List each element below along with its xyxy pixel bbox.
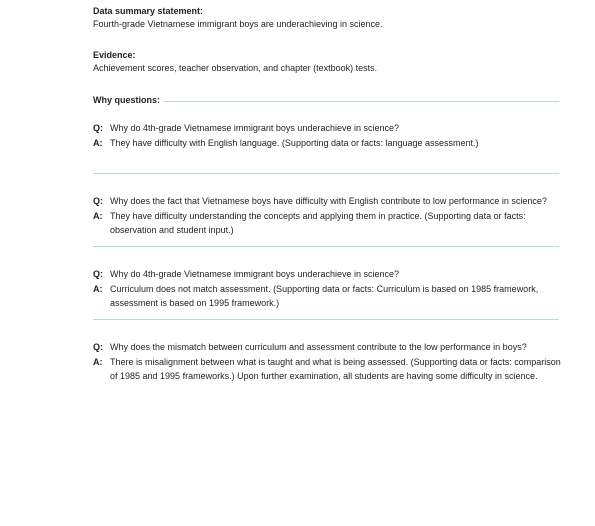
data-summary-text: Fourth-grade Vietnamese immigrant boys are underachieving in science. <box>93 19 383 29</box>
qa-pair-4 <box>93 340 563 384</box>
answer-label: A: <box>93 356 103 367</box>
question-label: Q: <box>93 342 103 352</box>
evidence-heading: Evidence: <box>93 50 136 60</box>
why-questions-rule <box>164 101 559 102</box>
why-questions-header <box>93 94 559 106</box>
qa-pair-2 <box>93 194 563 238</box>
data-summary-heading: Data summary statement: <box>93 6 204 16</box>
question-text: Why does the fact that Vietnamese boys have difficulty with English contribute to low performance in science? <box>110 196 547 206</box>
evidence-section <box>93 49 563 76</box>
question-row <box>93 267 563 282</box>
divider-2 <box>93 246 559 247</box>
question-row <box>93 340 563 355</box>
answer-label: A: <box>93 210 103 221</box>
answer-row <box>93 282 563 311</box>
question-label: Q: <box>93 123 103 133</box>
qa-pair-1 <box>93 121 563 150</box>
divider-1 <box>93 173 559 174</box>
answer-text: They have difficulty understanding the concepts and applying them in practice. (Supporting data or facts: observation and student input.) <box>110 210 526 235</box>
answer-label: A: <box>93 137 103 148</box>
question-text: Why do 4th-grade Vietnamese immigrant boys underachieve in science? <box>110 123 399 133</box>
divider-3 <box>93 319 559 320</box>
answer-text: They have difficulty with English language. (Supporting data or facts: language assessment.) <box>110 137 479 148</box>
answer-text: There is misalignment between what is taught and what is being assessed. (Supporting data or facts: comparison of 1985 and 1995 frameworks.) Upon further examination, all students are having some difficulty in science. <box>110 356 561 381</box>
answer-row <box>93 355 563 384</box>
answer-row <box>93 136 563 151</box>
data-summary-section <box>93 5 563 32</box>
qa-pair-3 <box>93 267 563 311</box>
answer-text: Curriculum does not match assessment. (Supporting data or facts: Curriculum is based on 1985 framework, assessment is based on 1995 framework.) <box>110 283 539 308</box>
question-text: Why do 4th-grade Vietnamese immigrant boys underachieve in science? <box>110 269 399 279</box>
answer-label: A: <box>93 283 103 294</box>
question-row <box>93 194 563 209</box>
question-label: Q: <box>93 269 103 279</box>
why-questions-heading: Why questions: <box>93 95 160 105</box>
question-row <box>93 121 563 136</box>
question-label: Q: <box>93 196 103 206</box>
question-text: Why does the mismatch between curriculum and assessment contribute to the low performance in boys? <box>110 342 527 352</box>
evidence-text: Achievement scores, teacher observation, and chapter (textbook) tests. <box>93 63 378 73</box>
answer-row <box>93 209 563 238</box>
